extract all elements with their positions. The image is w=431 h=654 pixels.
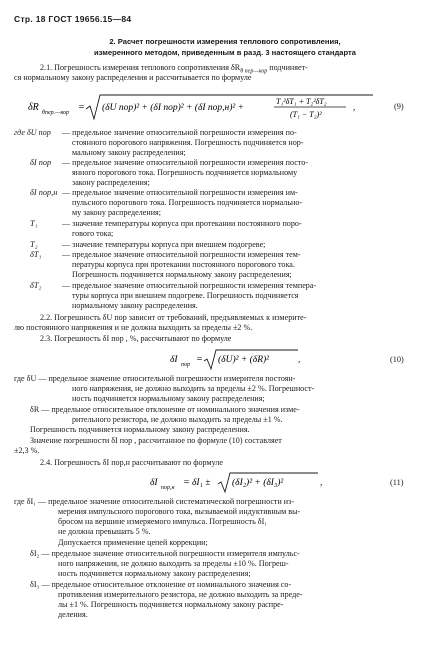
def-dt1-line-1: — предельное значение относительной погрешности измерения тем- bbox=[62, 250, 301, 259]
def-di2-line-1: δI₂ — предельное значение относительной погрешности измерителя импульс- bbox=[30, 549, 300, 558]
svg-text:,: , bbox=[298, 354, 301, 364]
def-din-line-2: пульсного порогового тока. Погрешность подчиняется нормально- bbox=[72, 198, 303, 207]
def-di1-line-5: Допускается применение цепей коррекции; bbox=[58, 538, 208, 547]
def-dt1-line-2: пературы корпуса при протекании постоянного порогового тока. bbox=[72, 260, 295, 269]
def-t2-symbol: T₂ bbox=[30, 240, 38, 249]
def-di3-line-4: деления. bbox=[58, 610, 88, 619]
def-du-line-2: стоянного порогового напряжения. Погрешность подчиняется нор- bbox=[72, 138, 304, 147]
svg-text:δI: δI bbox=[170, 355, 178, 365]
section-title-line-1: 2. Расчет погрешности измерения теплового сопротивления, bbox=[109, 37, 341, 46]
p23-line: 2.3. Погрешность δI пор , %, рассчитывают по формуле bbox=[40, 334, 232, 343]
def-di-symbol: δI пор bbox=[30, 158, 52, 167]
p23c-line-1: Значение погрешности δI пор , рассчитанное по формуле (10) составляет bbox=[30, 436, 282, 445]
def-di-line-1: — предельное значение относительной погрешности измерения посто- bbox=[62, 158, 308, 167]
svg-text:(δI₂)² + (δI₃)²: (δI₂)² + (δI₃)² bbox=[232, 478, 284, 488]
def-t1-symbol: T₁ bbox=[30, 219, 38, 228]
def-di-line-2: янного порогового тока. Погрешность подчиняется нормальному bbox=[72, 168, 298, 177]
p23-note: Погрешность подчиняется нормальному закону распределения. bbox=[30, 425, 250, 434]
formula-10-graphic bbox=[170, 348, 320, 372]
def-du2-line-2: ного напряжения, не должно выходить за пределы ±2 %. Погрешност- bbox=[72, 384, 315, 393]
svg-text:δR: δR bbox=[28, 102, 39, 113]
def-du2-line-1: где δU — предельное значение относительной погрешности измерителя постоян- bbox=[14, 374, 296, 383]
def-dt2-line-2: туры корпуса при внешнем подогреве. Погрешность подчиняется bbox=[72, 291, 299, 300]
def-di3-line-3: лы ±1 %. Погрешность подчиняется нормальному закону распре- bbox=[58, 600, 284, 609]
svg-text:,: , bbox=[353, 102, 356, 112]
def-t2-line-1: — значение температуры корпуса при внешнем подогреве; bbox=[62, 240, 266, 249]
def-du-symbol: где δU пор bbox=[14, 128, 51, 137]
svg-text:δI₁ ±: δI₁ ± bbox=[192, 478, 211, 488]
def-du-line-3: мальному закону распределения; bbox=[72, 148, 186, 157]
p22-line-1: 2.2. Погрешность δU пор зависит от требований, предъявляемых к измерите- bbox=[40, 313, 307, 322]
def-di1-line-4: не должна превышать 5 %. bbox=[58, 527, 151, 536]
svg-text:θпер.—кор: θпер.—кор bbox=[42, 110, 70, 116]
def-di1-line-1: где δI₁ — предельное значение относительной систематической погрешности из- bbox=[14, 497, 295, 506]
p23c-line-2: ±2,3 %. bbox=[14, 446, 40, 455]
def-di-line-3: закону распределения; bbox=[72, 178, 150, 187]
svg-text:=: = bbox=[196, 354, 203, 365]
def-du2-line-3: ность подчиняется нормальному закону распределения; bbox=[72, 394, 265, 403]
def-dt2-line-1: — предельное значение относительной погрешности измерения темпера- bbox=[62, 281, 317, 290]
def-di1-line-2: мерения импульсного порогового тока, вызываемой индуктивным вы- bbox=[58, 507, 301, 516]
def-dt2-line-3: нормальному закону распределения. bbox=[72, 301, 198, 310]
p24-line: 2.4. Погрешность δI пор,н рассчитывают по формуле bbox=[40, 458, 223, 467]
def-dt1-line-3: Погрешность подчиняется нормальному закону распределения; bbox=[72, 270, 292, 279]
def-t1-line-1: — значение температуры корпуса при протекании постоянного поро- bbox=[62, 219, 302, 228]
def-t1-line-2: гового тока; bbox=[72, 229, 114, 238]
svg-text:=: = bbox=[183, 477, 190, 488]
formula-10 bbox=[170, 348, 320, 374]
def-di2-line-2: ного напряжения, не должно выходить за пределы ±10 %. Погреш- bbox=[58, 559, 289, 568]
svg-text:пор: пор bbox=[181, 362, 190, 368]
svg-text:(δU)² + (δR)²: (δU)² + (δR)² bbox=[218, 355, 270, 365]
formula-10-number: (10) bbox=[390, 355, 404, 364]
p22-line-2: лю постоянного напряжения и не должна выходить за пределы ±2 %. bbox=[14, 323, 253, 332]
def-din-line-3: му закону распределения; bbox=[72, 208, 162, 217]
def-dr-line-1: δR — предельное относительное отклонение от номинального значения изме- bbox=[30, 405, 300, 414]
page-header: Стр. 18 ГОСТ 19656.15—84 bbox=[14, 14, 132, 24]
def-dt1-symbol: δT₁ bbox=[30, 250, 42, 259]
def-di2-line-3: ность подчиняется нормальному закону распределения; bbox=[58, 569, 251, 578]
p21-line-1: 2.1. Погрешность измерения теплового сопротивления $\delta R_{\theta пер—кор}$ подчиняет- bbox=[40, 63, 308, 75]
formula-9-number: (9) bbox=[394, 102, 404, 111]
p21-line-2: ся нормальному закону распределения и рассчитывается по формуле bbox=[14, 73, 252, 82]
formula-9 bbox=[28, 93, 378, 125]
svg-text:пор,н: пор,н bbox=[161, 485, 175, 491]
def-di3-line-2: противления измерительного резистора, не должно выходить за преде- bbox=[58, 590, 303, 599]
svg-text:=: = bbox=[78, 102, 85, 113]
formula-11-graphic bbox=[150, 471, 340, 495]
section-title-line-2: измеренного методом, приведенным в разд. 3 настоящего стандарта bbox=[93, 48, 356, 57]
def-din-line-1: — предельное значение относительной погрешности измерения им- bbox=[62, 188, 298, 197]
def-dt2-symbol: δT₂ bbox=[30, 281, 42, 290]
svg-text:(δU пор)² + (δI пор)² + (δI по: (δU пор)² + (δI пор)² + (δI пор,н)² + bbox=[102, 103, 245, 113]
formula-9-graphic bbox=[28, 93, 378, 123]
def-di1-line-3: бросом на вершине измеряемого импульса. Погрешность δI₁ bbox=[58, 517, 268, 526]
section-title bbox=[40, 36, 410, 58]
formula-11 bbox=[150, 471, 340, 497]
def-dr-line-2: рительного резистора, не должно выходить за пределы ±1 %. bbox=[72, 415, 283, 424]
svg-text:T₁²δT₁ + T₂²δT₂: T₁²δT₁ + T₂²δT₂ bbox=[276, 97, 327, 106]
def-di3-line-1: δI₃ — предельное относительное отклонение от номинального значения со- bbox=[30, 580, 292, 589]
formula-11-number: (11) bbox=[390, 478, 404, 487]
svg-text:,: , bbox=[320, 477, 323, 487]
svg-text:δI: δI bbox=[150, 478, 158, 488]
svg-text:(T₁ − T₂)²: (T₁ − T₂)² bbox=[290, 110, 322, 119]
def-du-line-1: — предельное значение относительной погрешности измерения по- bbox=[62, 128, 297, 137]
def-din-symbol: δI пор,н bbox=[30, 188, 58, 197]
